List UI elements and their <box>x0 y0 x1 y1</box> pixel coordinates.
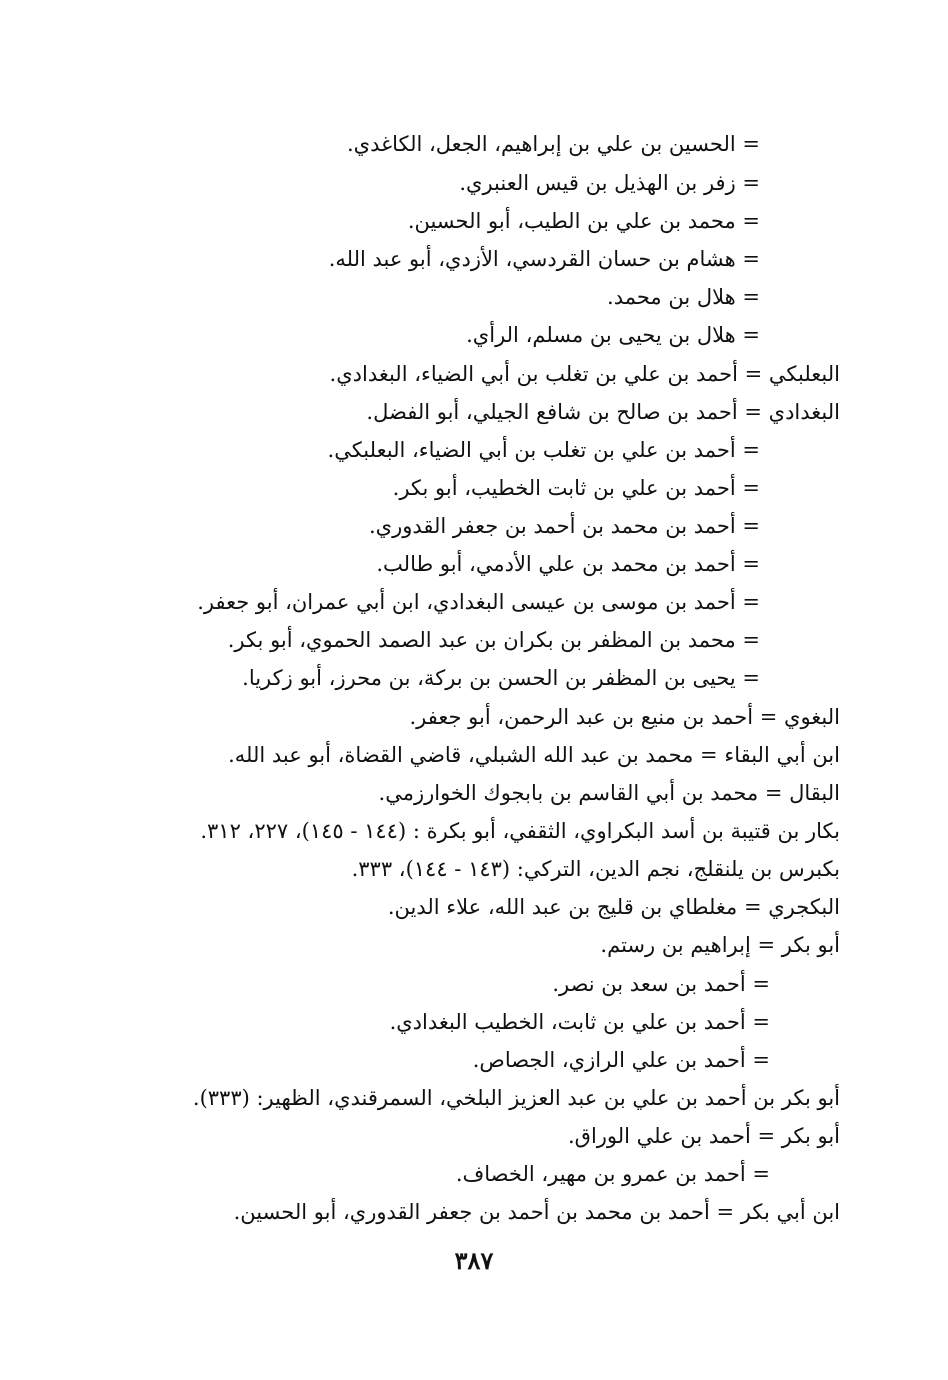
index-entry: = أحمد بن علي بن تغلب بن أبي الضياء، البعلبكي. <box>327 438 760 462</box>
index-entry: بكار بن قتيبة بن أسد البكراوي، الثقفي، أبو بكرة : (١٤٤ - ١٤٥)، ٢٢٧، ٣١٢. <box>200 819 840 843</box>
index-entry: = يحيى بن المظفر بن الحسن بن بركة، بن محرز، أبو زكريا. <box>242 666 760 690</box>
index-entry: = أحمد بن محمد بن أحمد بن جعفر القدوري. <box>368 514 760 538</box>
index-entry: = أحمد بن علي الرازي، الجصاص. <box>472 1048 770 1072</box>
index-entry: أبو بكر بن أحمد بن علي بن عبد العزيز البلخي، السمرقندي، الظهير: (٣٣٣). <box>192 1086 840 1110</box>
index-entry: البغوي = أحمد بن منيع بن عبد الرحمن، أبو جعفر. <box>409 705 840 729</box>
index-entry: = أحمد بن عمرو بن مهير، الخصاف. <box>455 1162 770 1186</box>
index-entry: ابن أبي البقاء = محمد بن عبد الله الشبلي، قاضي القضاة، أبو عبد الله. <box>228 743 840 767</box>
page-number: ٣٨٧ <box>454 1246 494 1275</box>
index-entry: = هلال بن يحيى بن مسلم، الرأي. <box>466 323 760 347</box>
index-entry: = زفر بن الهذيل بن قيس العنبري. <box>459 171 760 195</box>
index-entry: = الحسين بن علي بن إبراهيم، الجعل، الكاغدي. <box>346 132 760 156</box>
index-entry: = محمد بن المظفر بن بكران بن عبد الصمد الحموي، أبو بكر. <box>227 628 760 652</box>
index-entry: أبو بكر = إبراهيم بن رستم. <box>600 933 840 957</box>
index-entry: = أحمد بن محمد بن علي الأدمي، أبو طالب. <box>376 552 760 576</box>
index-entry: ابن أبي بكر = أحمد بن محمد بن أحمد بن جعفر القدوري، أبو الحسين. <box>233 1200 840 1224</box>
index-entry: = أحمد بن علي بن ثابت الخطيب، أبو بكر. <box>392 476 760 500</box>
index-entry: = هشام بن حسان القردسي، الأزدي، أبو عبد الله. <box>328 247 760 271</box>
index-entry: البغدادي = أحمد بن صالح بن شافع الجيلي، أبو الفضل. <box>366 400 840 424</box>
index-entry: البكجري = مغلطاي بن قليج بن عبد الله، علاء الدين. <box>387 895 840 919</box>
index-entry: = أحمد بن موسى بن عيسى البغدادي، ابن أبي عمران، أبو جعفر. <box>197 590 760 614</box>
index-entry: = أحمد بن علي بن ثابت، الخطيب البغدادي. <box>389 1010 770 1034</box>
index-entry: = هلال بن محمد. <box>607 285 760 309</box>
index-entry: بكبرس بن يلنقلج، نجم الدين، التركي: (١٤٣ - ١٤٤)، ٣٣٣. <box>351 857 840 881</box>
index-entry: البعلبكي = أحمد بن علي بن تغلب بن أبي الضياء، البغدادي. <box>329 362 840 386</box>
index-entry: أبو بكر = أحمد بن علي الوراق. <box>567 1124 840 1148</box>
index-entry: = محمد بن علي بن الطيب، أبو الحسين. <box>407 209 760 233</box>
index-entry: = أحمد بن سعد بن نصر. <box>552 972 770 996</box>
index-entry: البقال = محمد بن أبي القاسم بن بابجوك الخوارزمي. <box>378 781 840 805</box>
